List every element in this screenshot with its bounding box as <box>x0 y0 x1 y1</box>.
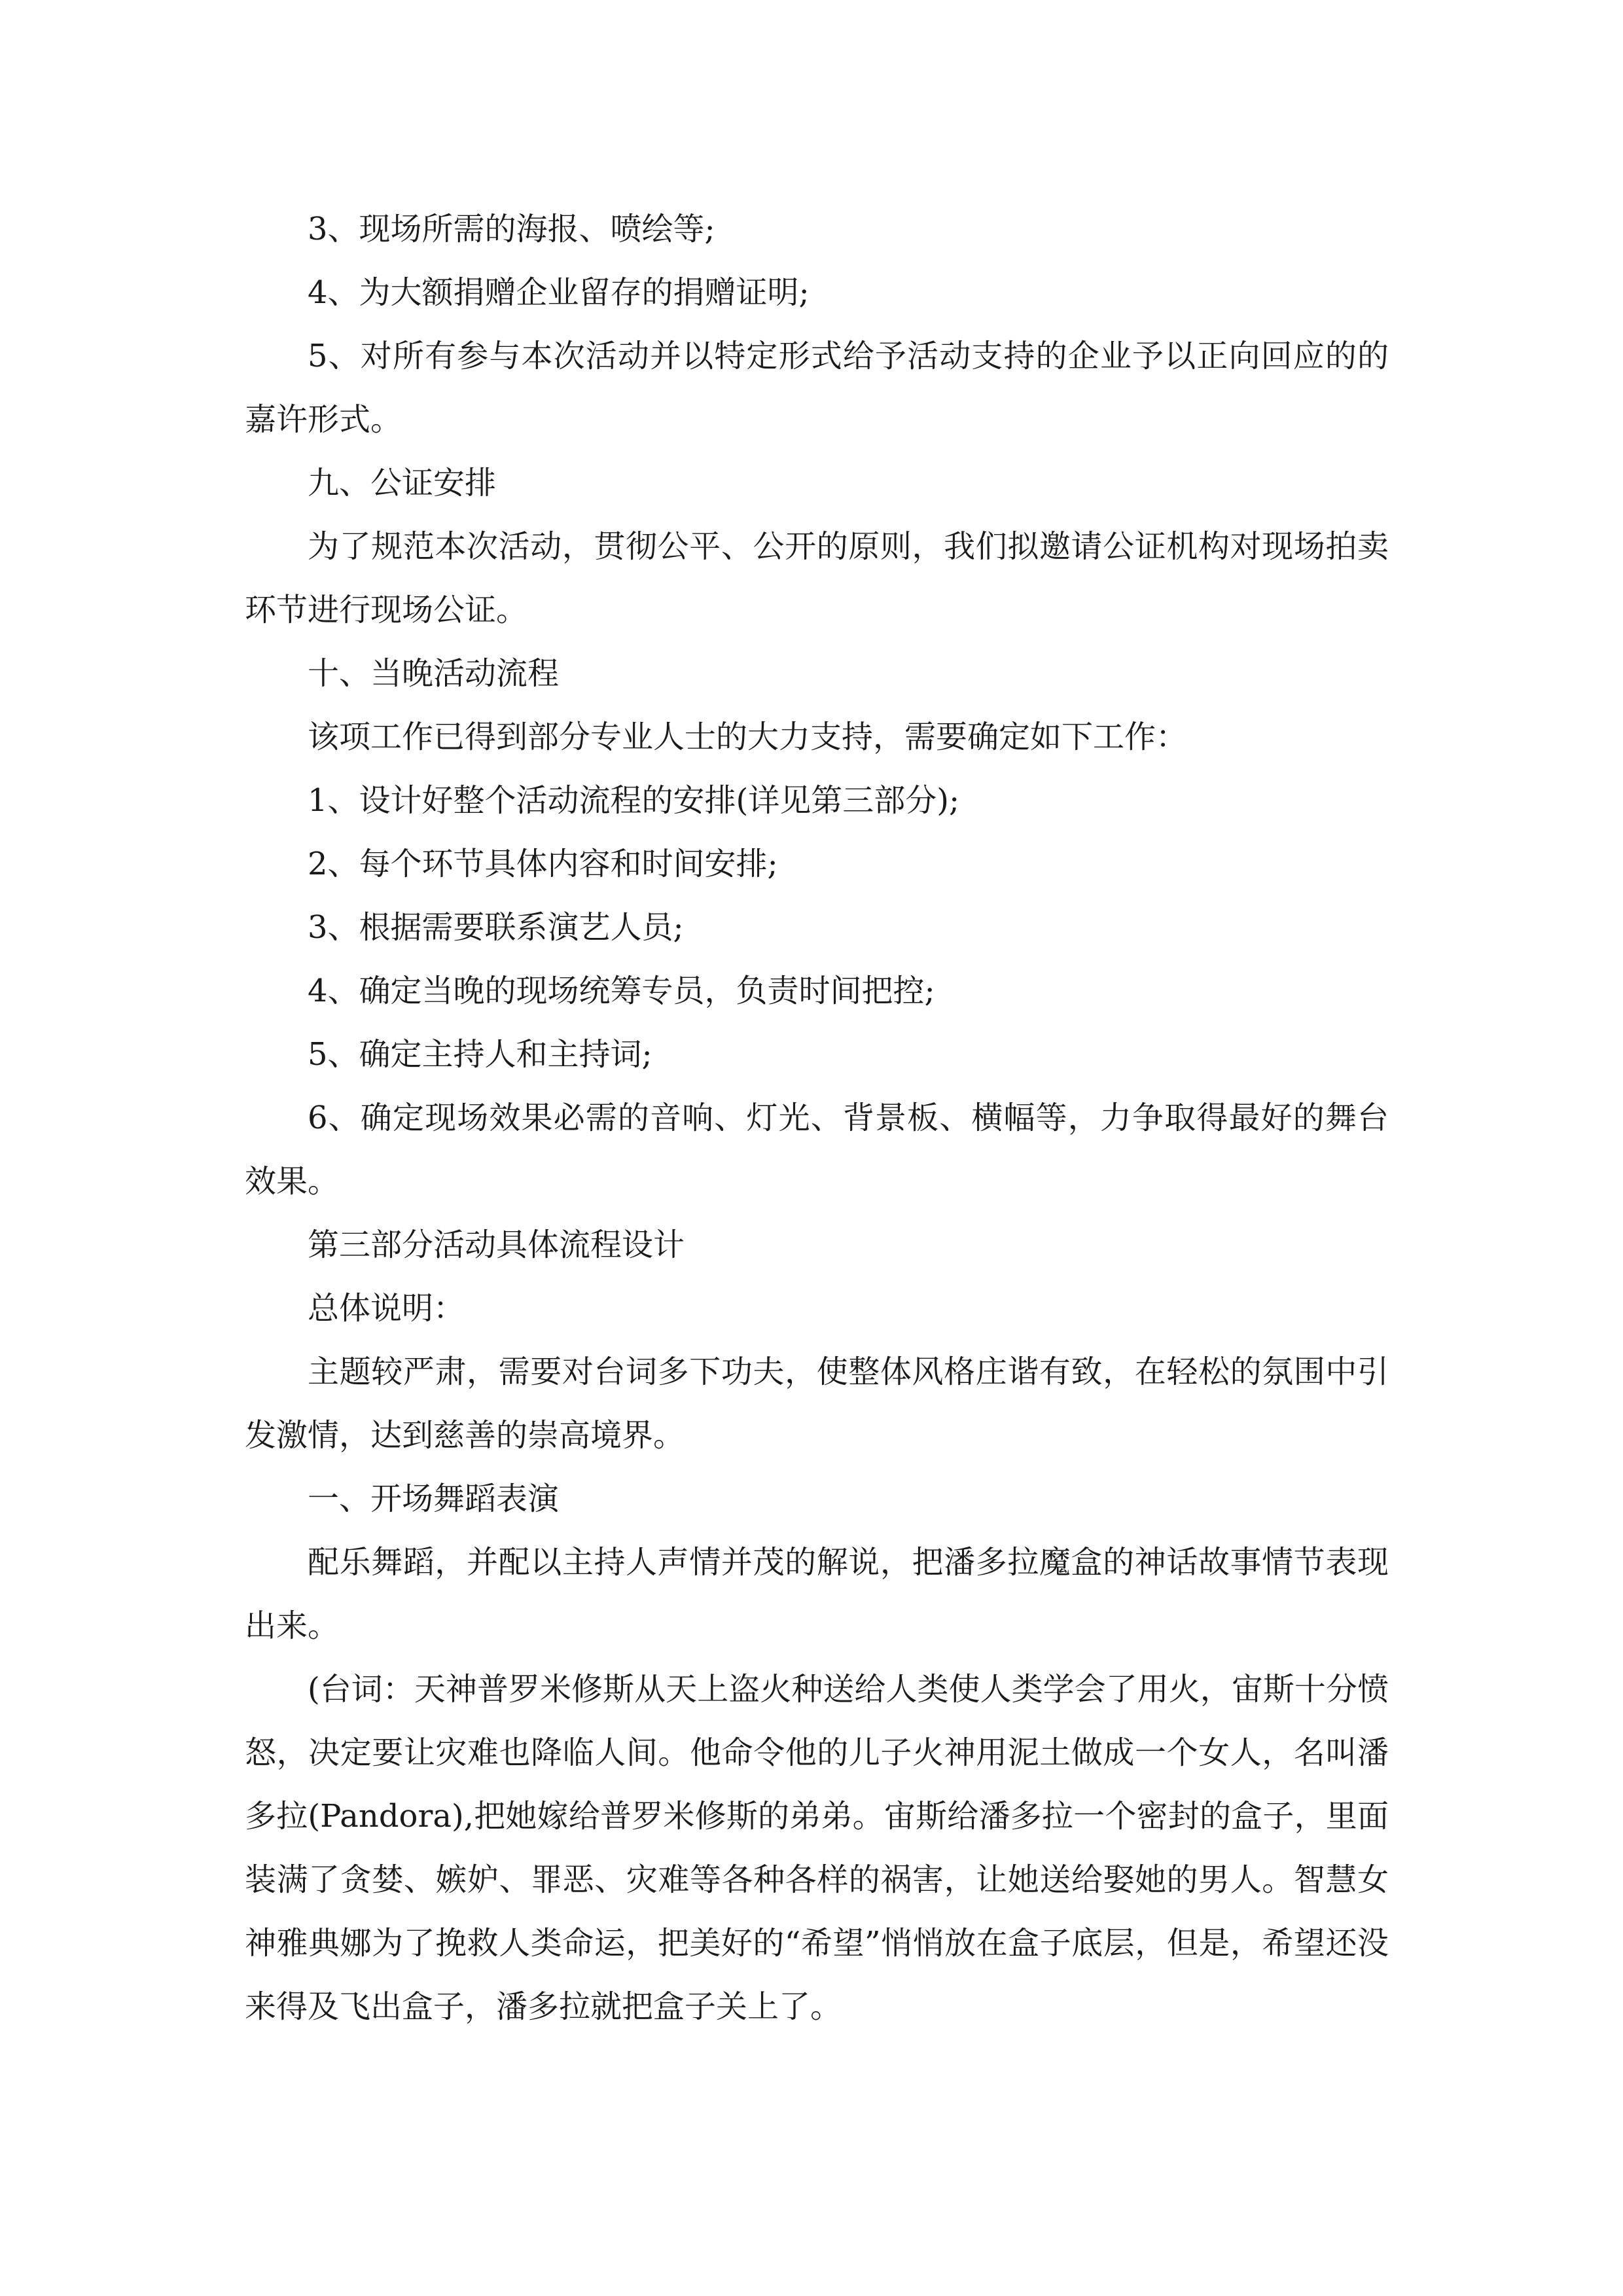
paragraph-dance-description: 配乐舞蹈，并配以主持人声情并茂的解说，把潘多拉魔盒的神话故事情节表现出来。 <box>245 1544 1389 1644</box>
section-heading-notarization: 九、公证安排 <box>308 465 497 501</box>
list-item-5-commendation: 5、对所有参与本次活动并以特定形式给予活动支持的企业予以正向回应的的嘉许形式。 <box>245 338 1389 438</box>
paragraph-evening-flow-intro: 该项工作已得到部分专业人士的大力支持，需要确定如下工作： <box>308 719 1188 755</box>
list-item-3-posters: 3、现场所需的海报、喷绘等; <box>308 211 715 247</box>
list-item-2-schedule: 2、每个环节具体内容和时间安排; <box>308 846 778 882</box>
section-heading-opening-dance: 一、开场舞蹈表演 <box>308 1480 560 1517</box>
list-item-3-performers: 3、根据需要联系演艺人员; <box>308 909 684 946</box>
list-item-1-design-flow: 1、设计好整个活动流程的安排(详见第三部分); <box>308 782 960 819</box>
section-heading-evening-flow: 十、当晚活动流程 <box>308 655 560 692</box>
list-item-4-coordinator: 4、确定当晚的现场统筹专员，负责时间把控; <box>308 973 935 1009</box>
list-item-6-stage-effects: 6、确定现场效果必需的音响、灯光、背景板、横幅等，力争取得最好的舞台效果。 <box>245 1100 1389 1200</box>
list-item-4-donation-certificate: 4、为大额捐赠企业留存的捐赠证明; <box>308 274 810 311</box>
list-item-5-host: 5、确定主持人和主持词; <box>308 1036 652 1073</box>
paragraph-notarization: 为了规范本次活动，贯彻公平、公开的原则，我们拟邀请公证机构对现场拍卖环节进行现场公证。 <box>245 528 1389 628</box>
part-heading-detailed-flow: 第三部分活动具体流程设计 <box>308 1227 685 1263</box>
paragraph-script-pandora: (台词：天神普罗米修斯从天上盗火种送给人类使人类学会了用火，宙斯十分愤怒，决定要让灾难也降临人间。他命令他的儿子火神用泥土做成一个女人，名叫潘多拉(Pandora),把她嫁给普罗米修斯的弟弟。宙斯给潘多拉一个密封的盒子，里面装满了贪婪、嫉妒、罪恶、灾难等各种各样的祸害，让她送给娶她的男人。智慧女神雅典娜为了挽救人类命运，把美好的“希望”悄悄放在盒子底层，但是，希望还没来得及飞出盒子，潘多拉就把盒子关上了。 <box>245 1671 1389 2025</box>
paragraph-theme: 主题较严肃，需要对台词多下功夫，使整体风格庄谐有致，在轻松的氛围中引发激情，达到慈善的崇高境界。 <box>245 1354 1389 1454</box>
subheading-overall-notes: 总体说明： <box>308 1290 465 1327</box>
document-body <box>245 198 1389 2039</box>
